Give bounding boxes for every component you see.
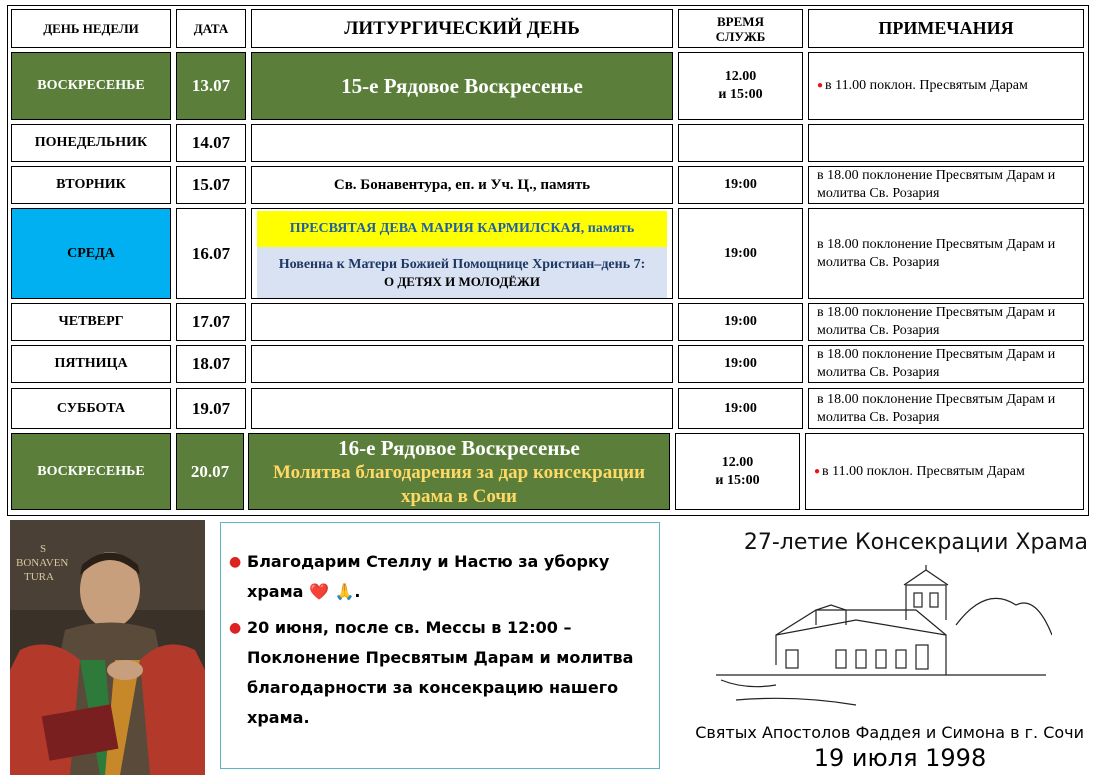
time-line-1: 12.00	[724, 69, 757, 84]
announcement-item	[229, 613, 649, 733]
row-note: в 18.00 поклонение Пресвятым Дарам и молитва Св. Розария	[808, 208, 1084, 299]
feast-banner: ПРЕСВЯТАЯ ДЕВА МАРИЯ КАРМИЛСКАЯ, память	[257, 211, 667, 247]
row-time	[675, 433, 800, 510]
header-date: ДАТА	[176, 9, 246, 48]
row-time: 19:00	[678, 345, 803, 383]
bullet-icon: ●	[814, 465, 821, 477]
row-liturgy	[251, 345, 673, 383]
consecration-date: 19 июля 1998	[813, 744, 987, 772]
row-day: ВТОРНИК	[11, 166, 171, 204]
row-note: в 18.00 поклонение Пресвятым Дарам и молитва Св. Розария	[808, 345, 1084, 383]
row-note	[808, 124, 1084, 162]
row-time: 19:00	[678, 208, 803, 299]
row-liturgy	[248, 433, 670, 510]
announcement-item	[229, 547, 649, 607]
novena-banner	[257, 247, 667, 298]
liturgy-title: 16-е Рядовое Воскресенье	[338, 435, 580, 460]
saint-bonaventure-portrait	[10, 520, 205, 775]
row-liturgy	[251, 388, 673, 429]
row-date: 13.07	[176, 52, 246, 120]
time-line-1: 12.00	[721, 454, 754, 470]
note-text: в 11.00 поклон. Пресвятым Дарам	[825, 78, 1028, 93]
row-note	[805, 433, 1084, 510]
bullet-icon: ●	[229, 620, 242, 636]
row-liturgy	[251, 208, 673, 299]
header-time: ВРЕМЯ СЛУЖБ	[678, 9, 803, 48]
row-note: в 18.00 поклонение Пресвятым Дарам и молитва Св. Розария	[808, 303, 1084, 341]
row-liturgy: 15-е Рядовое Воскресенье	[251, 52, 673, 120]
novena-topic: О ДЕТЯХ И МОЛОДЁЖИ	[383, 273, 540, 289]
header-notes: ПРИМЕЧАНИЯ	[808, 9, 1084, 48]
note-text: в 11.00 поклон. Пресвятым Дарам	[822, 463, 1025, 479]
row-note	[808, 52, 1084, 120]
row-time	[678, 124, 803, 162]
header-liturgy: ЛИТУРГИЧЕСКИЙ ДЕНЬ	[251, 9, 673, 48]
row-date: 17.07	[176, 303, 246, 341]
row-date: 19.07	[176, 388, 246, 429]
church-name: Святых Апостолов Фаддея и Симона в г. Сочи	[695, 723, 1084, 742]
bullet-icon: ●	[817, 80, 824, 91]
announcement-text: 20 июня, после св. Мессы в 12:00 – Поклонение Пресвятым Дарам и молитва благодарности за консекрацию нашего храма.	[247, 618, 634, 727]
row-time	[678, 52, 803, 120]
row-time: 19:00	[678, 166, 803, 204]
row-date: 20.07	[176, 433, 244, 510]
bullet-icon: ●	[229, 554, 242, 570]
row-date: 16.07	[176, 208, 246, 299]
row-date: 14.07	[176, 124, 246, 162]
row-day: СУББОТА	[11, 388, 171, 429]
anniversary-title: 27-летие Консекрации Храма	[743, 530, 1088, 555]
time-line-2: и 15:00	[718, 87, 763, 102]
row-liturgy: Св. Бонавентура, еп. и Уч. Ц., память	[251, 166, 673, 204]
row-time: 19:00	[678, 303, 803, 341]
row-note: в 18.00 поклонение Пресвятым Дарам и молитва Св. Розария	[808, 166, 1084, 204]
announcements-box	[220, 522, 660, 769]
row-day: ВОСКРЕСЕНЬЕ	[11, 52, 171, 120]
row-note: в 18.00 поклонение Пресвятым Дарам и молитва Св. Розария	[808, 388, 1084, 429]
row-day: ПЯТНИЦА	[11, 345, 171, 383]
row-date: 15.07	[176, 166, 246, 204]
time-line-2: и 15:00	[715, 472, 760, 488]
row-time: 19:00	[678, 388, 803, 429]
row-liturgy	[251, 124, 673, 162]
row-day: ВОСКРЕСЕНЬЕ	[11, 433, 171, 510]
row-day: ЧЕТВЕРГ	[11, 303, 171, 341]
row-liturgy	[251, 303, 673, 341]
row-day: СРЕДА	[11, 208, 171, 299]
announcement-text: Благодарим Стеллу и Настю за уборку храма ❤️ 🙏.	[247, 552, 610, 601]
row-date: 18.07	[176, 345, 246, 383]
row-day: ПОНЕДЕЛЬНИК	[11, 124, 171, 162]
liturgy-subtitle: Молитва благодарения за дар консекрации храма в Сочи	[272, 461, 646, 507]
header-day: ДЕНЬ НЕДЕЛИ	[11, 9, 171, 48]
novena-text: Новенна к Матери Божией Помощнице Христиан–день 7:	[278, 256, 646, 272]
church-sketch	[716, 565, 1052, 715]
portrait-caption: S BONAVEN TURA	[16, 543, 69, 583]
